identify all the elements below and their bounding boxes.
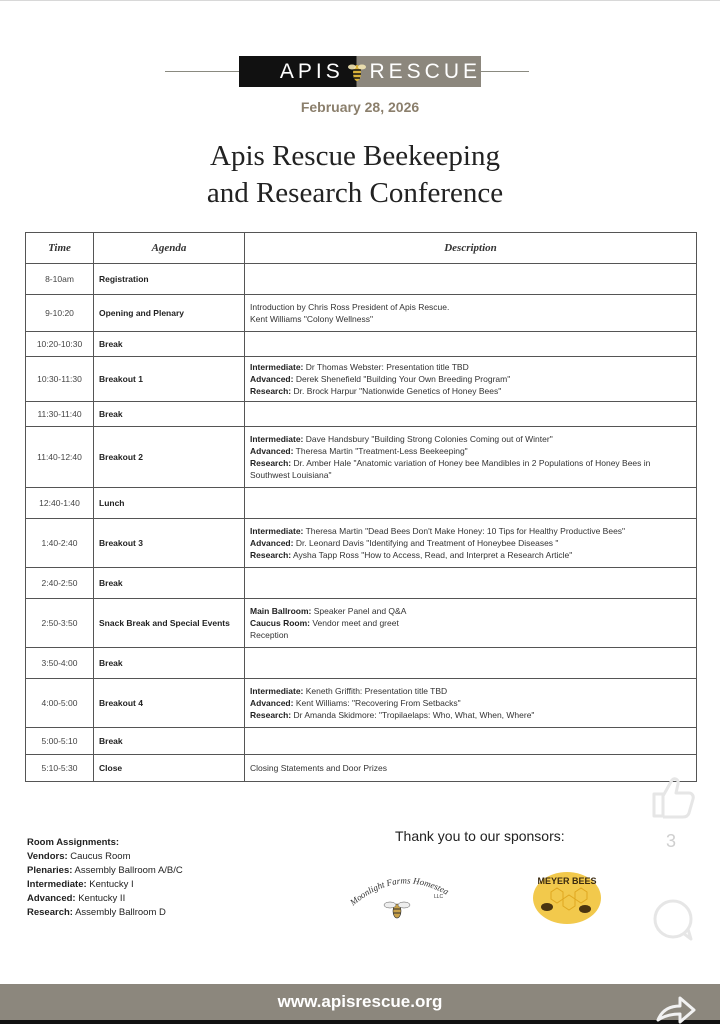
description-line bbox=[250, 433, 691, 445]
description-label: Research: bbox=[250, 710, 292, 720]
row-agenda: Break bbox=[94, 648, 245, 679]
description-line bbox=[250, 445, 691, 457]
table-row bbox=[26, 295, 697, 332]
row-time: 3:50-4:00 bbox=[26, 648, 94, 679]
description-line bbox=[250, 629, 691, 641]
description-text: Theresa Martin "Dead Bees Don't Make Honey: 10 Tips for Healthy Productive Bees" bbox=[303, 526, 626, 536]
description-text: Dr. Brock Harpur "Nationwide Genetics of Honey Bees" bbox=[291, 386, 502, 396]
room-assignments-heading: Room Assignments: bbox=[27, 837, 120, 848]
table-header-row bbox=[26, 233, 697, 264]
row-agenda: Breakout 1 bbox=[94, 357, 245, 402]
description-line bbox=[250, 697, 691, 709]
description-text: Kent Williams: "Recovering From Setbacks" bbox=[293, 698, 461, 708]
description-text: Closing Statements and Door Prizes bbox=[250, 763, 388, 773]
description-label: Advanced: bbox=[250, 374, 294, 384]
description-line bbox=[250, 605, 691, 617]
share-icon bbox=[654, 992, 698, 1024]
row-time: 11:30-11:40 bbox=[26, 402, 94, 427]
description-text: Aysha Tapp Ross "How to Access, Read, and Interpret a Research Article" bbox=[291, 550, 573, 560]
website-footer[interactable]: www.apisrescue.org bbox=[0, 984, 720, 1020]
room-item: Plenaries: Assembly Ballroom A/B/C bbox=[27, 865, 183, 876]
description-text: Kent Williams "Colony Wellness" bbox=[250, 314, 374, 324]
comment-button[interactable] bbox=[650, 897, 696, 943]
row-time: 1:40-2:40 bbox=[26, 519, 94, 568]
row-description bbox=[245, 679, 697, 728]
header-agenda: Agenda bbox=[94, 233, 245, 264]
title-line-1: Apis Rescue Beekeeping bbox=[210, 140, 500, 172]
description-label: Research: bbox=[250, 458, 292, 468]
description-line bbox=[250, 313, 691, 325]
description-text: Speaker Panel and Q&A bbox=[311, 606, 407, 616]
table-row bbox=[26, 599, 697, 648]
sponsor1-suffix: LLC bbox=[434, 894, 444, 900]
schedule-table bbox=[25, 232, 697, 782]
sponsors-title: Thank you to our sponsors: bbox=[395, 828, 565, 844]
sponsor1-name: Moonlight Farms Homeste bbox=[348, 875, 447, 908]
description-label: Research: bbox=[250, 550, 292, 560]
like-count: 3 bbox=[666, 831, 677, 851]
row-time: 5:10-5:30 bbox=[26, 755, 94, 782]
row-time: 8-10am bbox=[26, 264, 94, 295]
description-line bbox=[250, 617, 691, 629]
row-description bbox=[245, 402, 697, 427]
share-button[interactable] bbox=[654, 992, 698, 1024]
table-row bbox=[26, 357, 697, 402]
description-label: Caucus Room: bbox=[250, 618, 310, 628]
logo-rule-right bbox=[481, 71, 529, 72]
description-label: Advanced: bbox=[250, 446, 294, 456]
table-row bbox=[26, 519, 697, 568]
description-text: Dr. Leonard Davis "Identifying and Treatment of Honeybee Diseases " bbox=[293, 538, 559, 548]
table-row bbox=[26, 264, 697, 295]
apis-rescue-logo bbox=[239, 56, 481, 87]
description-label: Intermediate: bbox=[250, 526, 304, 536]
row-agenda: Breakout 3 bbox=[94, 519, 245, 568]
header-description: Description bbox=[245, 233, 697, 264]
description-label: Advanced: bbox=[250, 698, 294, 708]
description-label: Intermediate: bbox=[250, 686, 304, 696]
row-description bbox=[245, 264, 697, 295]
description-line bbox=[250, 385, 691, 397]
row-agenda: Break bbox=[94, 332, 245, 357]
row-time: 10:20-10:30 bbox=[26, 332, 94, 357]
logo-rule-left bbox=[165, 71, 239, 72]
description-text: Derek Shenefield "Building Your Own Breeding Program" bbox=[293, 374, 511, 384]
description-text: Dr. Amber Hale "Anatomic variation of Honey bee Mandibles in 2 Populations of Honey Bees in Southwest Louisiana" bbox=[250, 458, 651, 480]
description-line bbox=[250, 549, 691, 561]
room-item: Intermediate: Kentucky I bbox=[27, 879, 134, 890]
table-row bbox=[26, 402, 697, 427]
description-line bbox=[250, 762, 691, 774]
description-line bbox=[250, 301, 691, 313]
row-agenda: Break bbox=[94, 728, 245, 755]
description-label: Intermediate: bbox=[250, 434, 304, 444]
row-time: 2:40-2:50 bbox=[26, 568, 94, 599]
table-row bbox=[26, 755, 697, 782]
description-label: Research: bbox=[250, 386, 292, 396]
description-text: Keneth Griffith: Presentation title TBD bbox=[303, 686, 448, 696]
sponsor-logo-meyer-bees bbox=[527, 862, 605, 928]
description-label: Main Ballroom: bbox=[250, 606, 312, 616]
row-agenda: Opening and Plenary bbox=[94, 295, 245, 332]
table-row bbox=[26, 488, 697, 519]
row-description bbox=[245, 332, 697, 357]
row-description bbox=[245, 728, 697, 755]
row-description bbox=[245, 427, 697, 488]
comment-icon bbox=[650, 897, 696, 943]
row-time: 10:30-11:30 bbox=[26, 357, 94, 402]
description-line bbox=[250, 457, 691, 481]
sponsor2-name: MEYER BEES bbox=[537, 876, 597, 886]
table-row bbox=[26, 728, 697, 755]
description-text: Theresa Martin "Treatment-Less Beekeeping" bbox=[293, 446, 468, 456]
description-line bbox=[250, 709, 691, 721]
row-description bbox=[245, 519, 697, 568]
row-time: 4:00-5:00 bbox=[26, 679, 94, 728]
row-description bbox=[245, 295, 697, 332]
sponsor-logo-moonlight-farms bbox=[345, 868, 449, 928]
row-description bbox=[245, 357, 697, 402]
title-line-2: and Research Conference bbox=[206, 177, 504, 209]
description-label: Advanced: bbox=[250, 538, 294, 548]
thumbs-up-icon bbox=[648, 772, 698, 822]
row-time: 2:50-3:50 bbox=[26, 599, 94, 648]
row-time: 5:00-5:10 bbox=[26, 728, 94, 755]
event-date: February 28, 2026 bbox=[300, 99, 420, 115]
row-description bbox=[245, 488, 697, 519]
table-row bbox=[26, 427, 697, 488]
row-agenda: Break bbox=[94, 402, 245, 427]
description-line bbox=[250, 361, 691, 373]
like-button[interactable] bbox=[648, 772, 698, 822]
room-item: Research: Assembly Ballroom D bbox=[27, 907, 166, 918]
footer-bottom-bar bbox=[0, 1020, 720, 1024]
table-row bbox=[26, 679, 697, 728]
description-text: Dave Handsbury "Building Strong Colonies Coming out of Winter" bbox=[303, 434, 553, 444]
description-line bbox=[250, 685, 691, 697]
schedule-body bbox=[26, 264, 697, 782]
row-agenda: Break bbox=[94, 568, 245, 599]
row-agenda: Snack Break and Special Events bbox=[94, 599, 245, 648]
bee-icon bbox=[346, 56, 368, 87]
room-item: Vendors: Caucus Room bbox=[27, 851, 131, 862]
row-agenda: Lunch bbox=[94, 488, 245, 519]
page-title bbox=[0, 138, 710, 212]
row-agenda: Close bbox=[94, 755, 245, 782]
description-text: Dr Thomas Webster: Presentation title TBD bbox=[303, 362, 469, 372]
header-time: Time bbox=[26, 233, 94, 264]
description-text: Dr Amanda Skidmore: "Tropilaelaps: Who, What, When, Where" bbox=[291, 710, 535, 720]
row-time: 12:40-1:40 bbox=[26, 488, 94, 519]
logo-text-left: APIS bbox=[239, 56, 346, 87]
description-label: Intermediate: bbox=[250, 362, 304, 372]
table-row bbox=[26, 332, 697, 357]
row-time: 11:40-12:40 bbox=[26, 427, 94, 488]
description-text: Vendor meet and greet bbox=[309, 618, 399, 628]
row-agenda: Breakout 2 bbox=[94, 427, 245, 488]
row-description bbox=[245, 755, 697, 782]
top-divider bbox=[0, 0, 720, 1]
description-line bbox=[250, 373, 691, 385]
row-description bbox=[245, 568, 697, 599]
description-text: Introduction by Chris Ross President of Apis Rescue. bbox=[250, 302, 450, 312]
row-description bbox=[245, 599, 697, 648]
row-agenda: Breakout 4 bbox=[94, 679, 245, 728]
row-description bbox=[245, 648, 697, 679]
logo-text-right: RESCUE bbox=[367, 56, 481, 87]
table-row bbox=[26, 568, 697, 599]
table-row bbox=[26, 648, 697, 679]
bee-icon bbox=[384, 902, 410, 918]
description-line bbox=[250, 537, 691, 549]
room-assignments bbox=[27, 836, 183, 920]
description-text: Reception bbox=[250, 630, 289, 640]
row-time: 9-10:20 bbox=[26, 295, 94, 332]
description-line bbox=[250, 525, 691, 537]
room-item: Advanced: Kentucky II bbox=[27, 893, 126, 904]
row-agenda: Registration bbox=[94, 264, 245, 295]
